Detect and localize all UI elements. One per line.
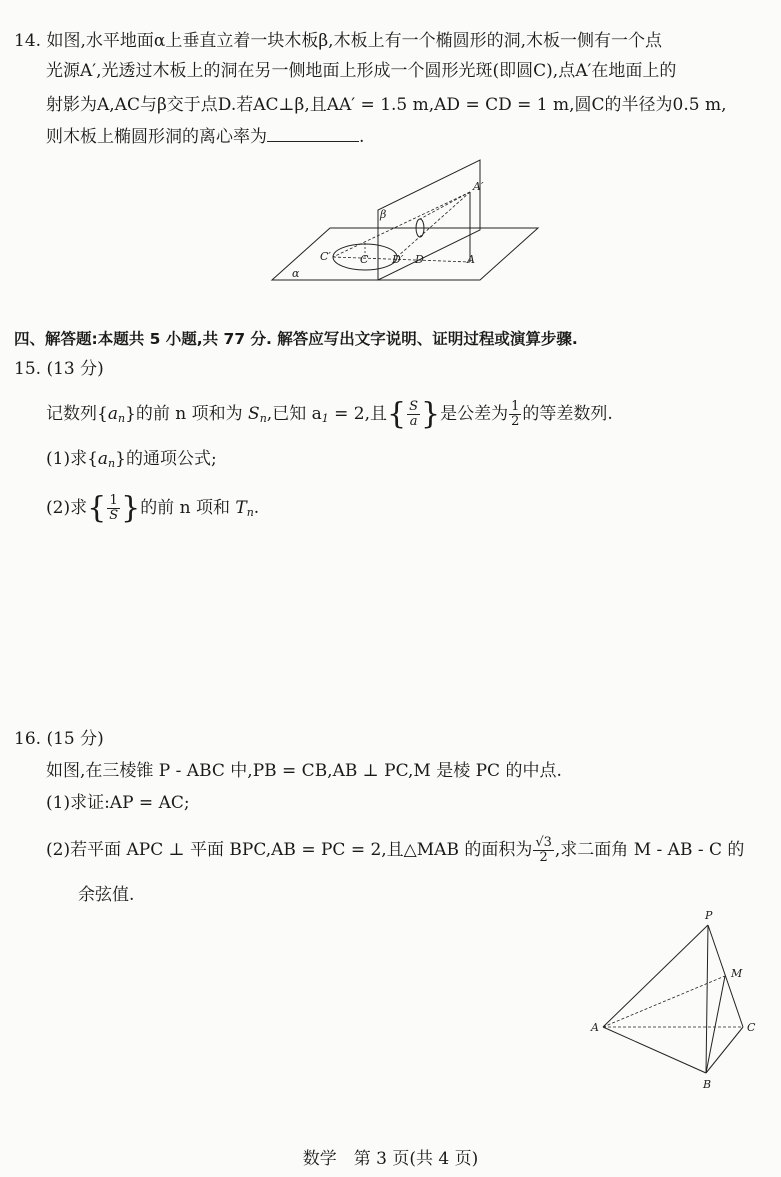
brace-right: }: [421, 396, 441, 432]
page-footer: 数学 第 3 页(共 4 页): [302, 1149, 479, 1169]
label-c-prime: C′: [320, 250, 331, 263]
brace-left: {: [387, 396, 407, 432]
ray-top: [420, 192, 470, 219]
q15-stem-f: 的等差数列.: [522, 404, 613, 424]
label-c: C: [747, 1021, 756, 1034]
q15-part-2: [46, 488, 259, 533]
brace-right-2: }: [121, 490, 141, 526]
q15-stem-e: 是公差为: [440, 404, 509, 424]
label-m: M: [731, 967, 743, 980]
q15-part1-sub: n: [108, 457, 116, 470]
q14-number: 14.: [14, 31, 42, 51]
plane-alpha: [272, 228, 538, 280]
label-b: B: [703, 1078, 712, 1091]
label-a: A: [467, 253, 475, 266]
q16-figure: [585, 905, 765, 1095]
q15-header: 15. (13 分): [14, 359, 104, 379]
q14-line-4: [46, 126, 364, 148]
frac-den: a: [409, 414, 418, 429]
q15-part-1: [46, 448, 217, 475]
q15-part2-b: 的前 n 项和: [140, 498, 236, 518]
fraction-s-over-a: [407, 400, 420, 429]
section-heading: 四、解答题:本题共 5 小题,共 77 分. 解答应写出文字说明、证明过程或演算步骤.: [14, 330, 578, 348]
label-d-prime: D′: [392, 253, 404, 266]
label-c: C: [360, 253, 369, 266]
q15-stem-c: ,已知 a: [266, 404, 322, 424]
q14-line-2: 光源A′,光透过木板上的洞在另一侧地面上形成一个圆形光斑(即圆C),点A′在地面上的: [46, 61, 677, 81]
label-alpha: α: [292, 267, 300, 280]
q15-stem-d: = 2,且: [328, 404, 388, 424]
q14-text-4: 则木板上椭圆形洞的离心率为: [46, 127, 267, 147]
label-a-prime: A′: [473, 180, 484, 193]
fraction-half: [509, 400, 521, 429]
q15-sub-1: 1: [321, 412, 329, 425]
q14-line-1: [14, 30, 662, 52]
q15-part1-b: }的通项公式;: [115, 449, 217, 469]
q15-stem: [46, 394, 613, 439]
label-beta: β: [380, 208, 387, 221]
q15-part2-end: .: [253, 498, 260, 518]
q14-text-1: 如图,水平地面α上垂直立着一块木板β,木板上有一个椭圆形的洞,木板一侧有一个点: [46, 31, 662, 51]
label-a: A: [591, 1021, 599, 1034]
frac-num: S: [409, 399, 419, 414]
label-d: D: [415, 253, 424, 266]
q15-part1-var: a: [97, 449, 109, 469]
q15-sub-n-2: n: [259, 412, 267, 425]
fraction-one-over-s: [107, 494, 120, 523]
ray-to-d-prime: [397, 192, 470, 257]
q16-header: 16. (15 分): [14, 729, 104, 749]
segment-mb: [706, 976, 725, 1073]
q14-period: .: [359, 127, 365, 147]
q16-part-2-line-2: 余弦值.: [78, 885, 135, 905]
label-p: P: [705, 909, 713, 922]
q15-part2-sub: n: [246, 506, 254, 519]
q15-part1-a: (1)求{: [46, 449, 98, 469]
q15-stem-a: 记数列{: [46, 404, 108, 424]
q15-var-t: T: [235, 498, 247, 518]
half-den: 2: [511, 414, 520, 429]
q15-sub-n: n: [117, 412, 126, 425]
q16-part-1: (1)求证:AP = AC;: [46, 793, 190, 813]
edge-pa: [603, 925, 708, 1027]
q15-var-s: S: [248, 404, 260, 424]
frac2-den: S: [109, 508, 119, 523]
edge-cb: [706, 1027, 743, 1073]
half-num: 1: [511, 399, 520, 414]
frac2-num: 1: [107, 494, 120, 509]
q14-figure: [270, 150, 540, 290]
brace-left-2: {: [87, 490, 107, 526]
q16-stem: 如图,在三棱锥 P - ABC 中,PB = CB,AB ⊥ PC,M 是棱 PC 的中点.: [46, 761, 562, 781]
edge-ab: [603, 1027, 706, 1073]
sqrt-den: 2: [539, 850, 548, 865]
q15-var-a: a: [107, 404, 118, 424]
edge-pb: [706, 925, 708, 1073]
q16-part-2: [46, 830, 744, 870]
q15-part2-a: (2)求: [46, 498, 88, 518]
q14-line-3: 射影为A,AC与β交于点D.若AC⊥β,且AA′ = 1.5 m,AD = CD = 1 m,圆C的半径为0.5 m,: [46, 95, 727, 115]
sqrt-num: √3: [535, 835, 552, 850]
answer-blank[interactable]: [267, 127, 359, 142]
q15-stem-b: }的前 n 项和为: [125, 404, 249, 424]
q16-part2-a: (2)若平面 APC ⊥ 平面 BPC,AB = PC = 2,且△MAB 的面积为: [46, 840, 533, 860]
q16-part2-b: ,求二面角 M - AB - C 的: [554, 840, 745, 860]
ray-to-c-prime: [333, 192, 470, 257]
fraction-sqrt3-over-2: [533, 836, 554, 865]
